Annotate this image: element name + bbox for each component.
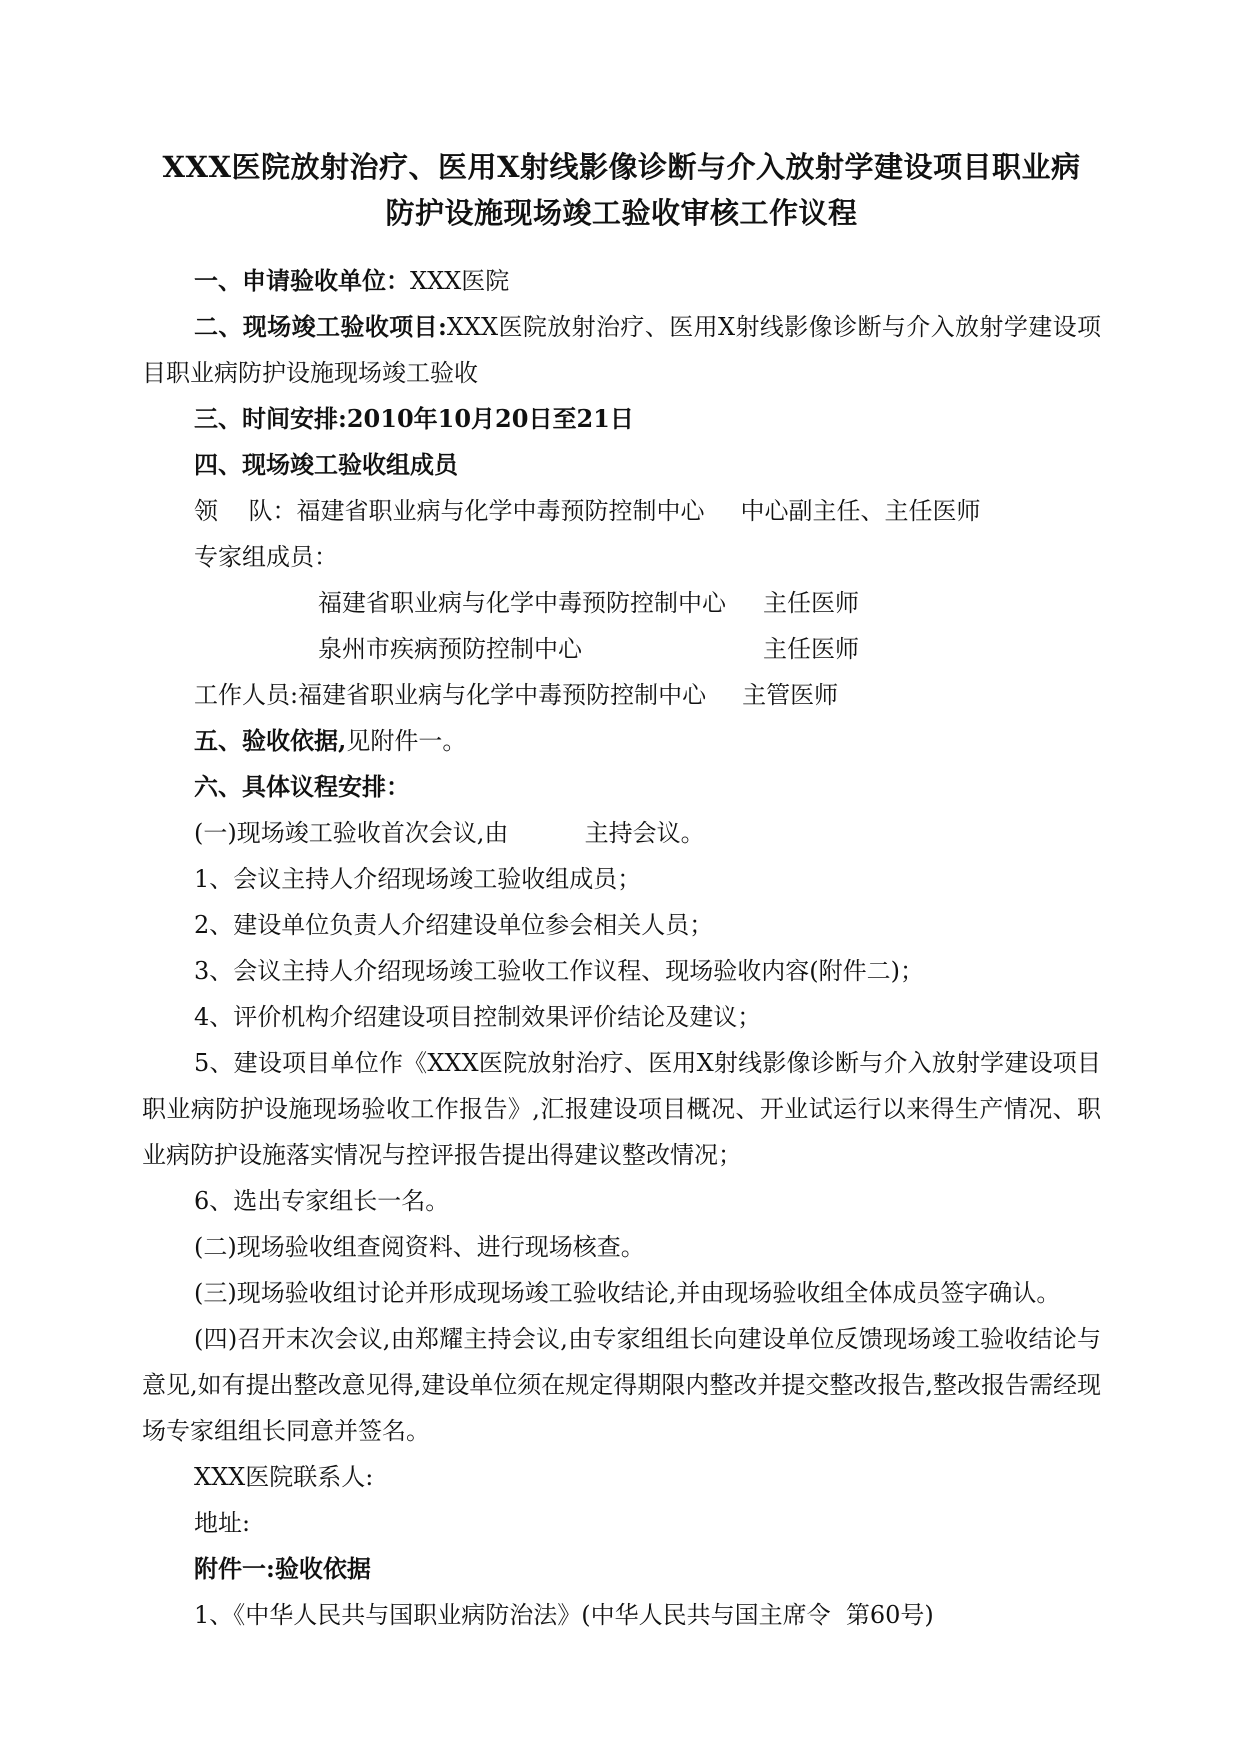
appendix-title: 附件一:验收依据: [194, 1554, 371, 1583]
section-basis: [142, 718, 1101, 764]
agenda-item: 6、选出专家组长一名。: [194, 1187, 450, 1215]
section-schedule: 三、时间安排:2010年10月20日至21日: [194, 404, 634, 433]
staff-row: [142, 672, 1101, 718]
leader-org: 福建省职业病与化学中毒预防控制中心: [296, 497, 705, 525]
experts-label: 专家组成员：: [194, 543, 338, 571]
staff-title: 主管医师: [742, 681, 839, 709]
agenda-item: 1、会议主持人介绍现场竣工验收组成员；: [194, 865, 642, 893]
section-5-label: 五、验收依据,: [194, 726, 347, 755]
applicant-value: XXX医院: [410, 267, 510, 295]
leader-label: 领 队：: [194, 497, 297, 525]
title-line-2: 防护设施现场竣工验收审核工作议程: [385, 196, 858, 230]
expert-org: 泉州市疾病预防控制中心: [318, 635, 582, 663]
agenda-item: 3、会议主持人介绍现场竣工验收工作议程、现场验收内容(附件二)；: [194, 957, 924, 985]
basis-value: 见附件一。: [346, 727, 467, 755]
project-value: XXX医院放射治疗、医用X射线影像诊断与介入放射学建设项目职业病防护设施现场竣工验收: [142, 313, 1102, 387]
leader-title: 中心副主任、主任医师: [740, 497, 981, 525]
section-members: 四、现场竣工验收组成员: [194, 450, 458, 479]
section-project: [142, 304, 1101, 396]
title-line-1: XXX医院放射治疗、医用X射线影像诊断与介入放射学建设项目职业病: [162, 150, 1081, 184]
expert-row: [142, 626, 1101, 672]
agenda-part-3: (三)现场验收组讨论并形成现场竣工验收结论,并由现场验收组全体成员签字确认。: [194, 1279, 1061, 1307]
agenda-item: 5、建设项目单位作《XXX医院放射治疗、医用X射线影像诊断与介入放射学建设项目职业病防护设施现场验收工作报告》,汇报建设项目概况、开业试运行以来得生产情况、职业病防护设施落实情况与控评报告提出得建议整改情况；: [142, 1049, 1101, 1169]
section-1-label: 一、申请验收单位：: [194, 266, 410, 295]
agenda-item: 2、建设单位负责人介绍建设单位参会相关人员；: [194, 911, 714, 939]
agenda-part-2: (二)现场验收组查阅资料、进行现场核查。: [194, 1233, 645, 1261]
section-applicant: [142, 258, 1101, 304]
staff-org: 福建省职业病与化学中毒预防控制中心: [298, 681, 707, 709]
agenda-part-4: (四)召开末次会议,由郑耀主持会议,由专家组组长向建设单位反馈现场竣工验收结论与意见,如有提出整改意见得,建设单位须在规定得期限内整改并提交整改报告,整改报告需经现场专家组组长同意并签名。: [142, 1325, 1101, 1445]
expert-row: [142, 580, 1101, 626]
contact-person: XXX医院联系人:: [194, 1463, 374, 1491]
appendix-item: 1、《中华人民共与国职业病防治法》(中华人民共与国主席令 第60号): [194, 1601, 934, 1629]
expert-title: 主任医师: [763, 589, 859, 617]
agenda-item: 4、评价机构介绍建设项目控制效果评价结论及建议；: [194, 1003, 762, 1031]
agenda-part-1: (一)现场竣工验收首次会议,由 主持会议。: [194, 819, 705, 847]
contact-address: 地址:: [194, 1509, 251, 1537]
document-title: [142, 144, 1101, 236]
section-agenda: 六、具体议程安排：: [194, 772, 410, 801]
leader-row: [142, 488, 1101, 534]
expert-org: 福建省职业病与化学中毒预防控制中心: [318, 589, 726, 617]
staff-label: 工作人员:: [194, 681, 299, 709]
expert-title: 主任医师: [763, 635, 859, 663]
section-2-label: 二、现场竣工验收项目:: [194, 312, 447, 341]
